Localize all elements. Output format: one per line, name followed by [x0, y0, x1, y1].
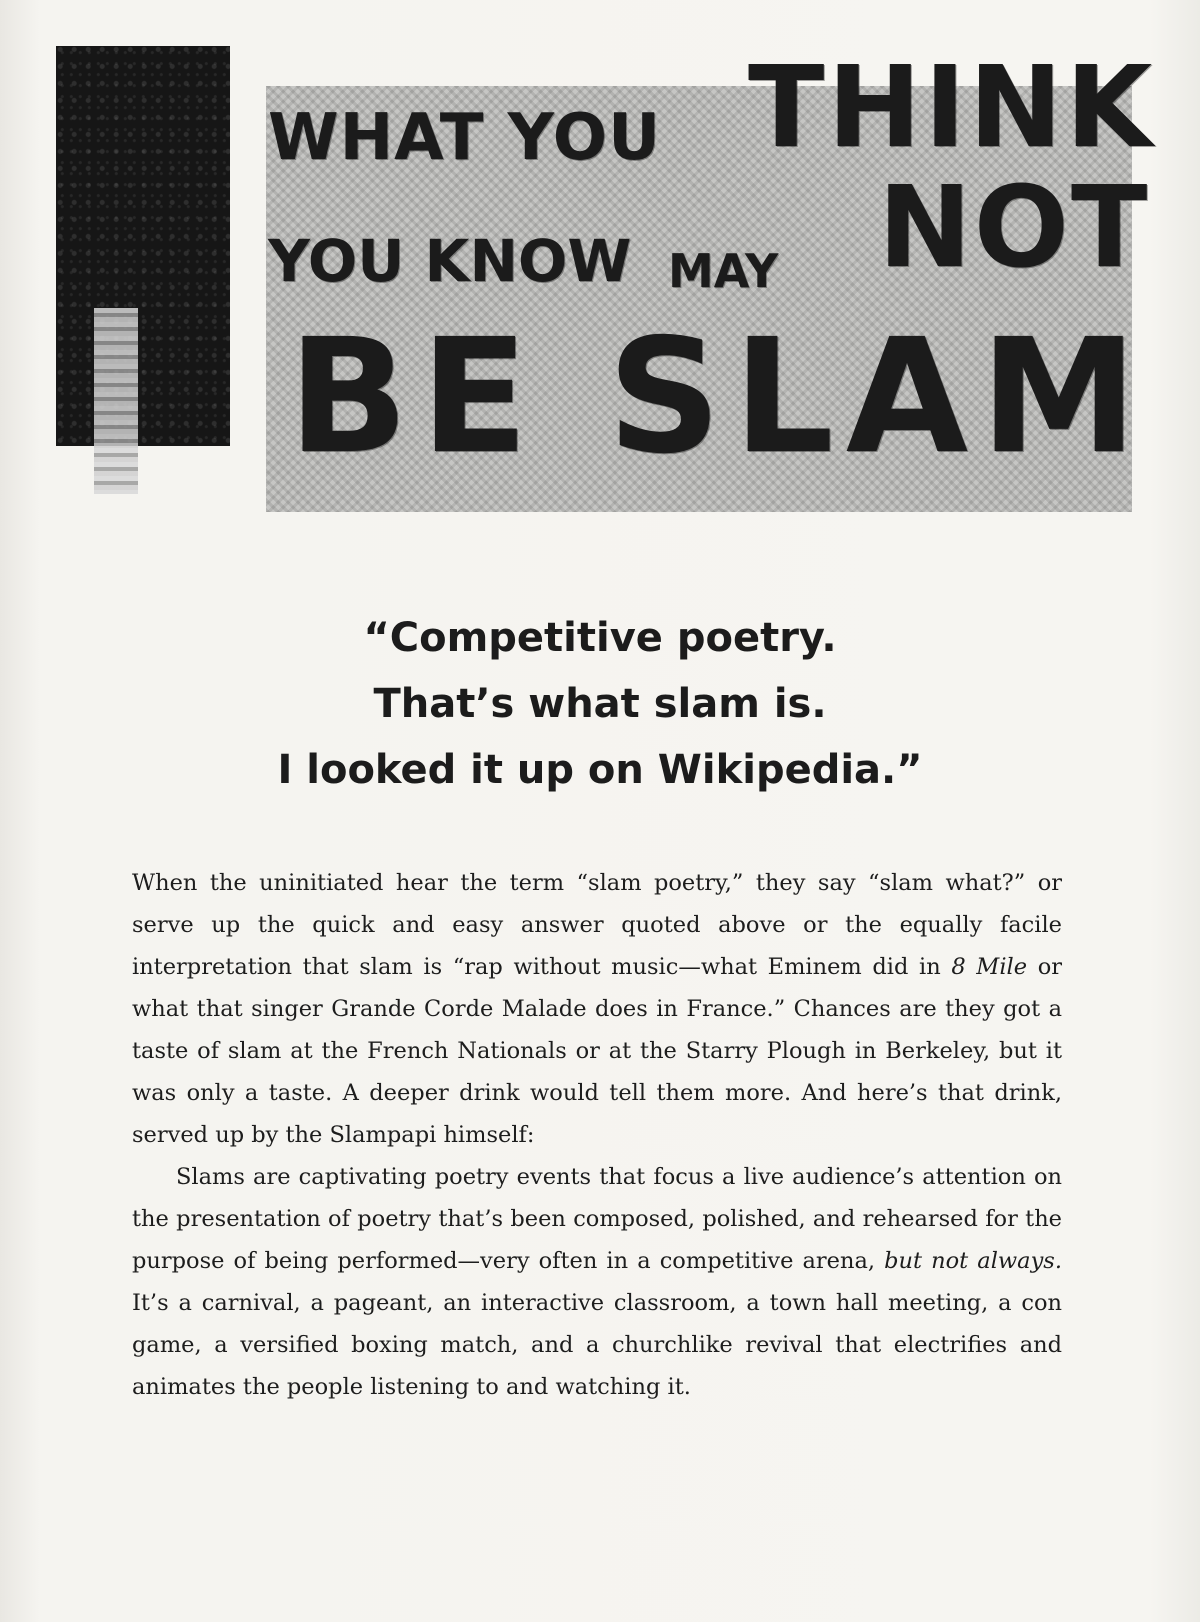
paragraph-1-part-a: When the uninitiated hear the term “slam poetry,” they say “slam what?” or serve up the quick and easy answer quoted above or the equally facile interpretation that slam is “rap without music—what Eminem did in — [132, 870, 1062, 980]
paragraph-1-part-b: or what that singer Grande Corde Malade does in France.” Chances are they got a taste of slam at the French Nationals or at the Starry Plough in Berkeley, but it was only a taste. A deeper drink would tell them more. And here’s that drink, served up by the Slampapi himself: — [132, 954, 1062, 1148]
epigraph-line-3: I looked it up on Wikipedia.” — [277, 747, 923, 793]
epigraph-line-2: That’s what slam is. — [373, 681, 827, 727]
headline-you-know: YOU KNOW — [268, 227, 632, 295]
film-title-italic: 8 Mile — [951, 954, 1028, 980]
paragraph-2 — [132, 1156, 1062, 1408]
paragraph-2-part-a: Slams are captivating poetry events that focus a live audience’s attention on the presentation of poetry that’s been composed, polished, and rehearsed for the purpose of being performed—very often in a competitive arena, — [132, 1164, 1062, 1274]
epigraph-quote — [100, 605, 1100, 803]
body-text — [132, 862, 1062, 1408]
headline-what-you: WHAT YOU — [268, 101, 662, 175]
chapter-numeral-graphic — [56, 46, 230, 446]
headline-think: THINK — [748, 43, 1156, 173]
paragraph-1 — [132, 862, 1062, 1156]
epigraph-line-1: “Competitive poetry. — [363, 615, 837, 661]
paragraph-2-part-b: It’s a carnival, a pageant, an interactive classroom, a town hall meeting, a con game, a versified boxing match, and a churchlike revival that electrifies and animates the people listening to and watching it. — [132, 1290, 1062, 1400]
headline-may: MAY — [668, 244, 779, 298]
headline-be-slam: BE SLAM — [288, 305, 1150, 489]
chapter-numeral-mark — [94, 308, 138, 494]
emphasis-italic: but not always. — [884, 1248, 1063, 1274]
headline-not: NOT — [878, 163, 1150, 293]
